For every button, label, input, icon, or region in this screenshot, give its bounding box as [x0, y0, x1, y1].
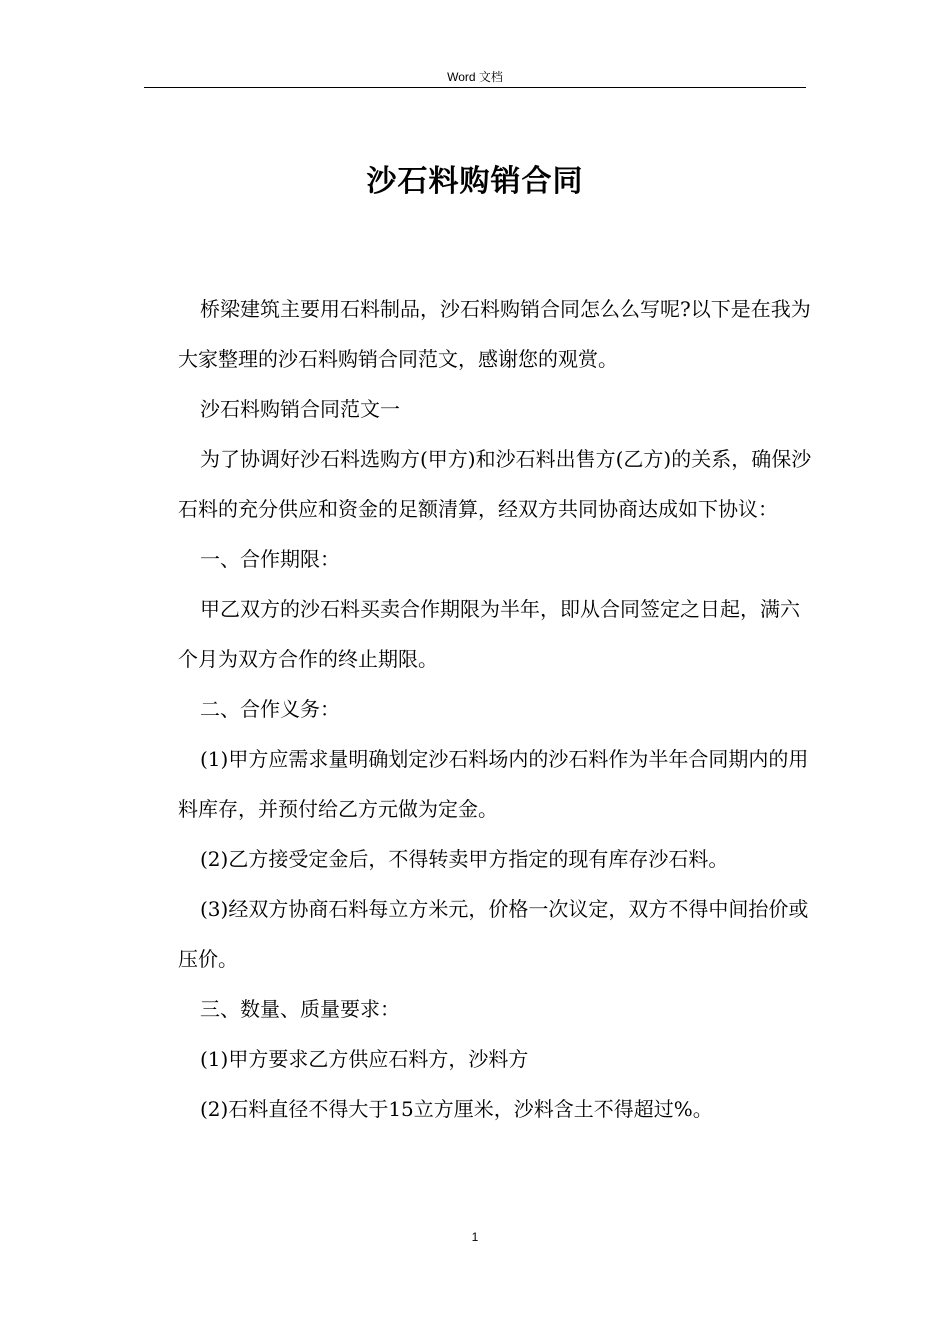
- section-heading-term: 一、合作期限：: [200, 547, 340, 571]
- header-divider: [144, 87, 806, 88]
- paragraph-sample-heading: 沙石料购销合同范文一: [200, 397, 400, 421]
- page-header: Word 文档: [447, 70, 503, 84]
- paragraph-term: 甲乙双方的沙石料买卖合作期限为半年，即从合同签定之日起，满六个月为双方合作的终止期限。: [178, 597, 800, 671]
- paragraph-intro: 桥梁建筑主要用石料制品，沙石料购销合同怎么么写呢?以下是在我为大家整理的沙石料购销合同范文，感谢您的观赏。: [178, 297, 811, 371]
- document-title: 沙石料购销合同: [366, 164, 584, 199]
- paragraph-purpose: 为了协调好沙石料选购方(甲方)和沙石料出售方(乙方)的关系，确保沙石料的充分供应和资金的足额清算，经双方共同协商达成如下协议：: [178, 447, 812, 521]
- paragraph-obligation-3: (3)经双方协商石料每立方米元，价格一次议定，双方不得中间抬价或压价。: [178, 897, 809, 971]
- paragraph-quantity-2: (2)石料直径不得大于15立方厘米，沙料含土不得超过%。: [200, 1097, 713, 1121]
- paragraph-quantity-1: (1)甲方要求乙方供应石料方，沙料方: [200, 1047, 529, 1071]
- section-heading-quantity-quality: 三、数量、质量要求：: [200, 997, 400, 1021]
- section-heading-obligations: 二、合作义务：: [200, 697, 340, 721]
- paragraph-obligation-1: (1)甲方应需求量明确划定沙石料场内的沙石料作为半年合同期内的用料库存，并预付给乙方元做为定金。: [178, 747, 809, 821]
- document-body: [178, 284, 818, 1134]
- page-number: 1: [471, 1230, 479, 1244]
- paragraph-obligation-2: (2)乙方接受定金后，不得转卖甲方指定的现有库存沙石料。: [200, 847, 729, 871]
